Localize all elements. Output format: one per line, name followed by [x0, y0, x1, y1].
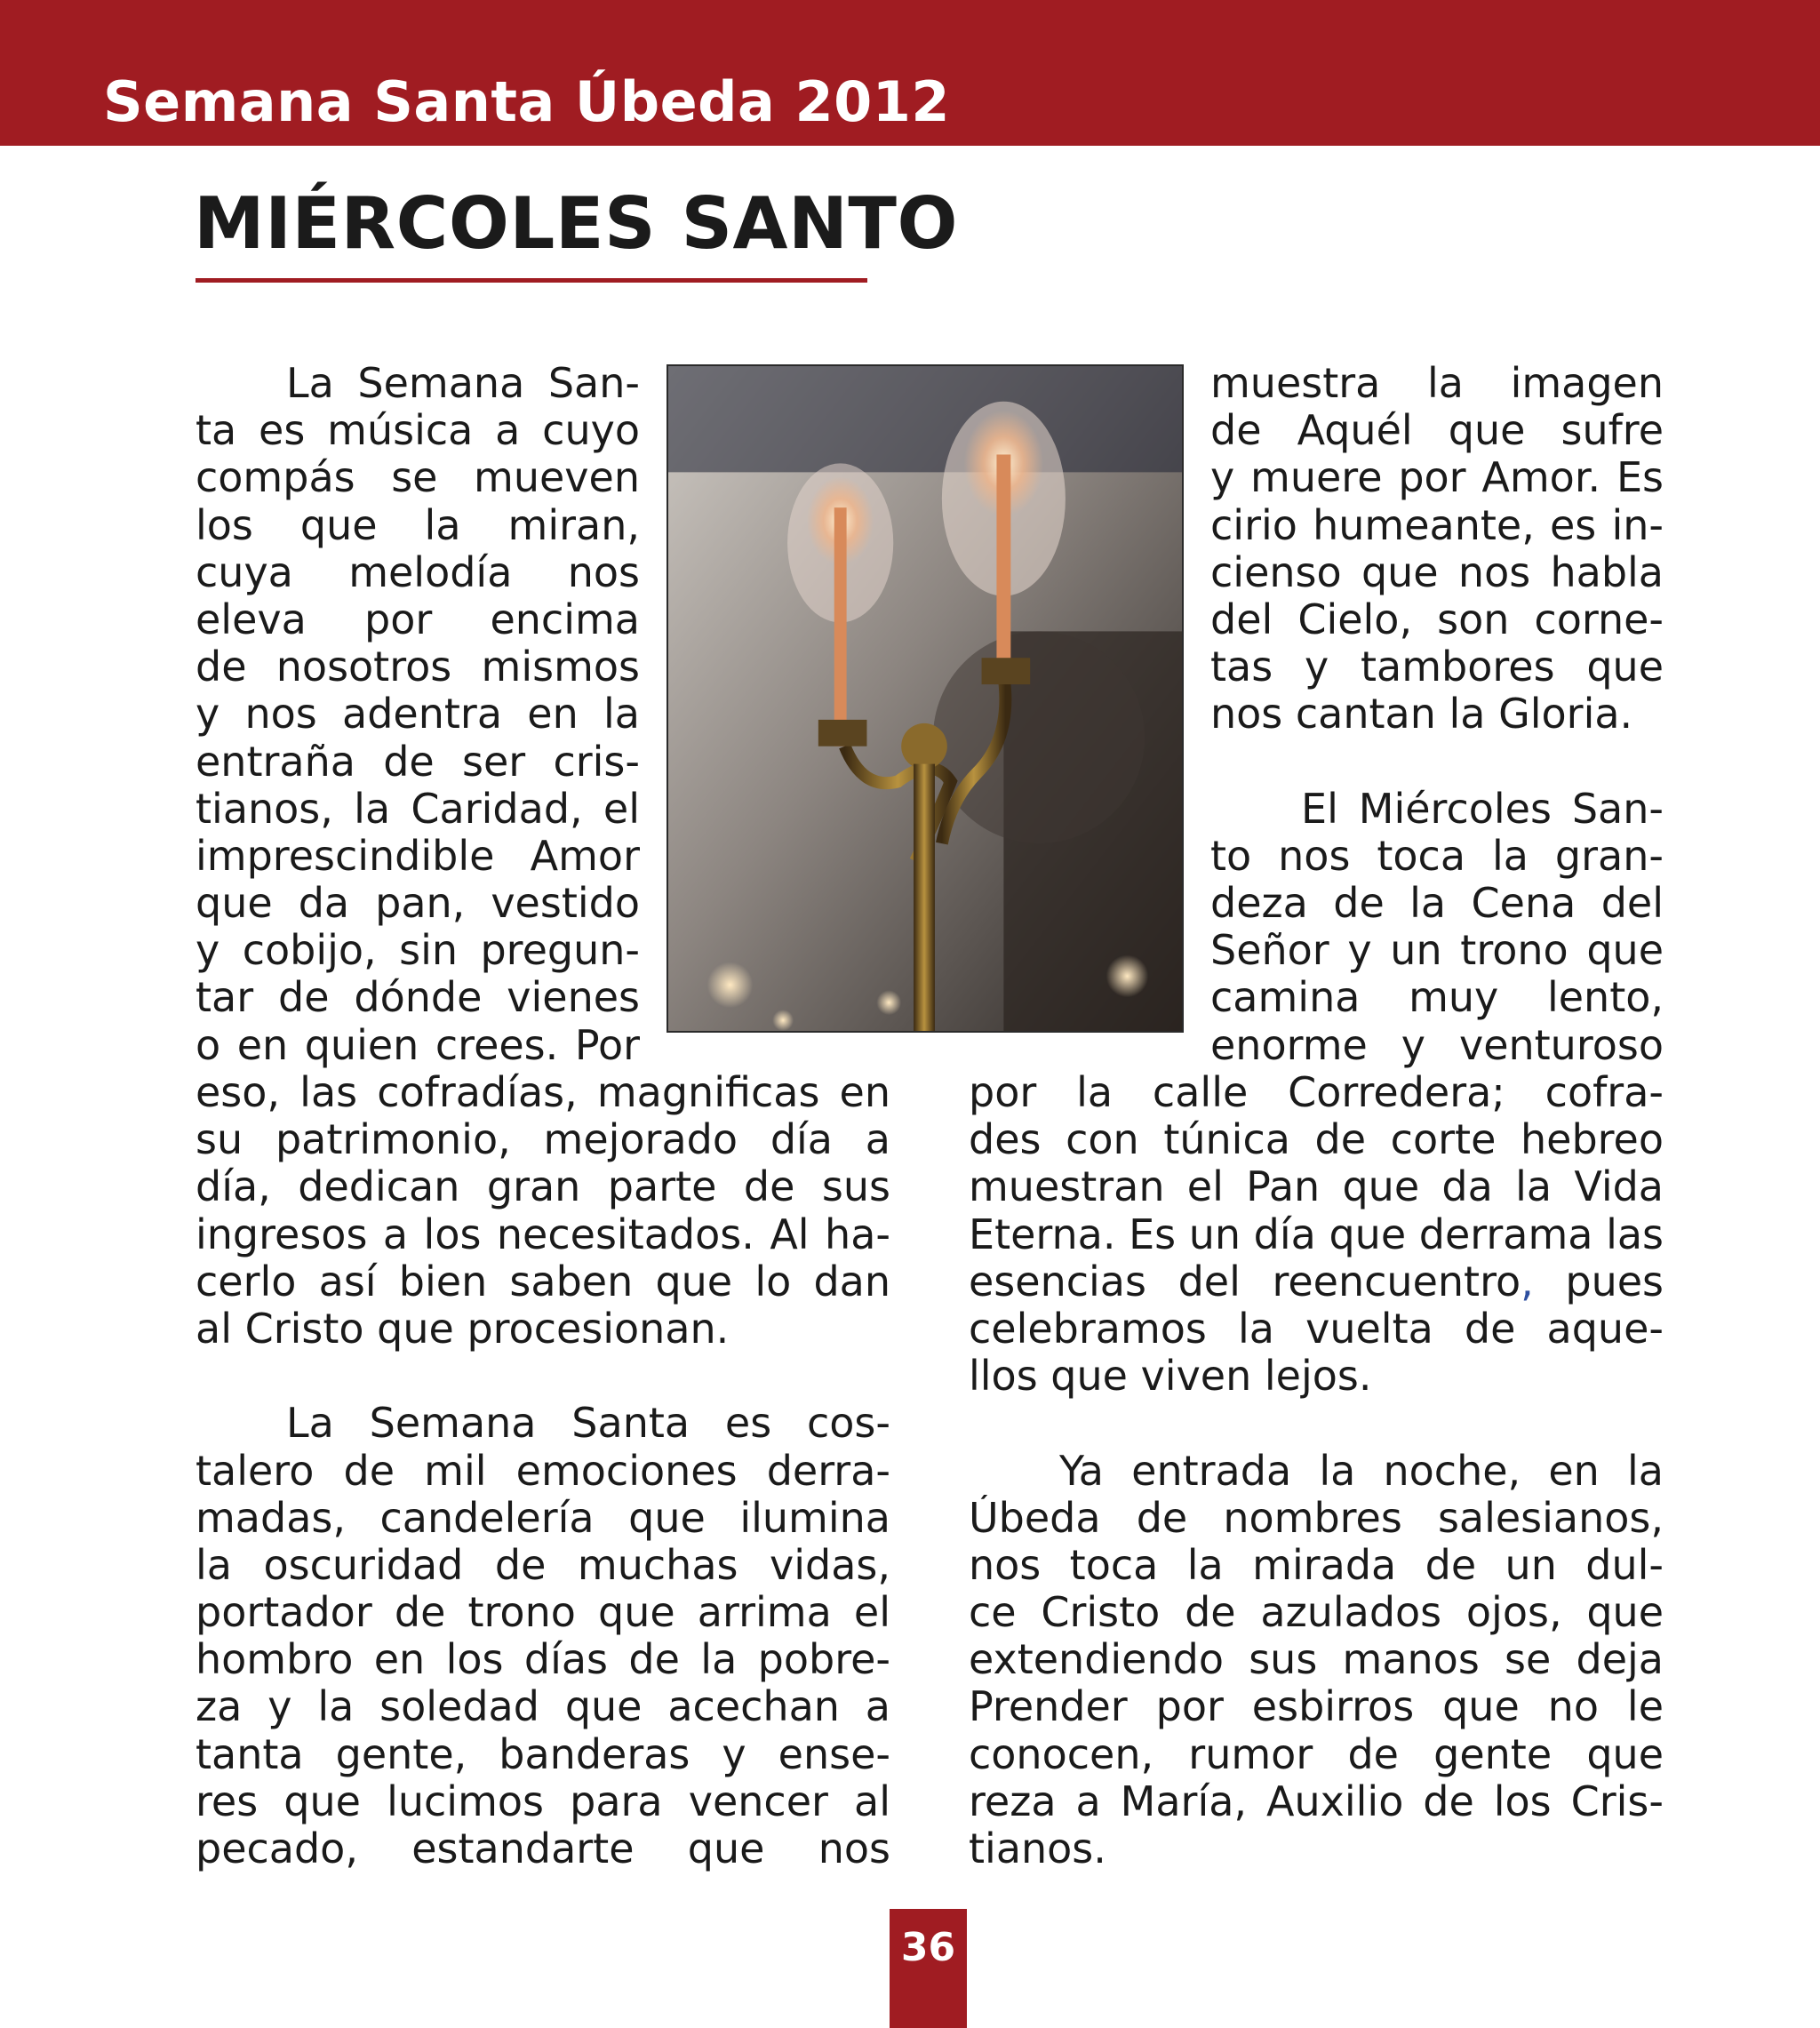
text-line: conocen, rumor de gente que	[969, 1730, 1664, 1778]
paragraph-4	[969, 1448, 1664, 1873]
text-fragment: esencias del reencuentro	[969, 1258, 1521, 1305]
text-line: cirio humeante, es in-	[1210, 501, 1664, 549]
header-title: Semana Santa Úbeda 2012	[103, 69, 951, 134]
text-line: nos toca la mirada de un dul-	[969, 1541, 1664, 1589]
text-line: ce Cristo de azulados ojos, que	[969, 1589, 1664, 1637]
paragraph-3-end	[969, 1069, 1664, 1400]
text-line: Ya entrada la noche, en la	[1059, 1447, 1664, 1495]
text-line: talero de mil emociones derra-	[196, 1447, 890, 1495]
text-line: muestra la imagen	[1210, 360, 1664, 407]
paragraph-3-start	[1210, 786, 1664, 1069]
right-column-top	[1210, 360, 1664, 1069]
title-underline	[196, 278, 867, 283]
text-line: camina muy lento,	[1210, 974, 1664, 1022]
page-number-box	[890, 1909, 967, 2028]
text-line: tianos.	[969, 1825, 1106, 1872]
text-line: madas, candelería que ilumina	[196, 1494, 890, 1542]
text-line: Eterna. Es un día que derrama las	[969, 1210, 1664, 1258]
candelabra-photo	[667, 364, 1184, 1033]
text-line: y nos adentra en la	[196, 691, 640, 739]
text-line: Prender por esbirros que no le	[969, 1683, 1664, 1731]
text-line: al Cristo que procesionan.	[196, 1305, 730, 1353]
text-line: cerlo así bien saben que lo dan	[196, 1258, 890, 1305]
text-line: cuya melodía nos	[196, 548, 640, 596]
text-line: nos cantan la Gloria.	[1210, 691, 1633, 739]
text-line: des con túnica de corte hebreo	[969, 1116, 1664, 1164]
text-line: entraña de ser cris-	[196, 738, 640, 786]
text-line: pecado, estandarte que nos	[196, 1825, 890, 1872]
paragraph-1-end	[196, 1069, 890, 1353]
text-line: de Aquél que sufre	[1210, 407, 1664, 455]
text-fragment: ,	[1521, 1258, 1566, 1305]
text-line: cienso que nos habla	[1210, 548, 1664, 596]
page-title: MIÉRCOLES SANTO	[194, 182, 958, 265]
text-line: la oscuridad de muchas vidas,	[196, 1541, 890, 1589]
text-line: que da pan, vestido	[196, 880, 640, 928]
text-line: La Semana San-	[286, 360, 640, 407]
text-line: eleva por encima	[196, 595, 640, 643]
candelabra-photo-icon	[668, 366, 1182, 1031]
text-line: o en quien crees. Por	[196, 1021, 640, 1069]
text-line: del Cielo, son corne-	[1210, 595, 1664, 643]
text-line: su patrimonio, mejorado día a	[196, 1116, 890, 1164]
text-line: tanta gente, banderas y ense-	[196, 1730, 890, 1778]
text-line: y muere por Amor. Es	[1210, 454, 1664, 502]
text-fragment: pues	[1565, 1258, 1664, 1305]
page-number: 36	[900, 1925, 956, 1970]
text-line: enorme y venturoso	[1210, 1021, 1664, 1069]
text-line: Úbeda de nombres salesianos,	[969, 1494, 1664, 1542]
text-line: tianos, la Caridad, el	[196, 785, 640, 833]
left-column-bottom	[196, 1069, 890, 1872]
text-line: za y la soledad que acechan a	[196, 1683, 890, 1731]
text-line: imprescindible Amor	[196, 832, 640, 880]
text-line: res que lucimos para vencer al	[196, 1777, 890, 1825]
text-line: hombro en los días de la pobre-	[196, 1636, 890, 1684]
text-line: La Semana Santa es cos-	[286, 1400, 890, 1448]
text-line: y cobijo, sin pregun-	[196, 927, 640, 975]
text-line	[969, 1258, 1664, 1305]
text-line: ta es música a cuyo	[196, 407, 640, 455]
right-column-bottom	[969, 1069, 1664, 1872]
text-line: de nosotros mismos	[196, 643, 640, 691]
text-line: compás se mueven	[196, 454, 640, 502]
text-line: portador de trono que arrima el	[196, 1589, 890, 1637]
paragraph-2-end	[1210, 360, 1664, 739]
text-line: deza de la Cena del	[1210, 880, 1664, 928]
paragraph-2	[196, 1400, 890, 1872]
text-line: eso, las cofradías, magnificas en	[196, 1069, 890, 1116]
text-line: El Miércoles San-	[1301, 785, 1664, 833]
left-column-top	[196, 360, 640, 1069]
text-line: to nos toca la gran-	[1210, 832, 1664, 880]
text-line: tar de dónde vienes	[196, 974, 640, 1022]
paragraph-1-start	[196, 360, 640, 1069]
text-line: extendiendo sus manos se deja	[969, 1636, 1664, 1684]
text-line: día, dedican gran parte de sus	[196, 1163, 890, 1211]
text-line: los que la miran,	[196, 501, 640, 549]
text-line: celebramos la vuelta de aque-	[969, 1305, 1664, 1353]
text-line: Señor y un trono que	[1210, 927, 1664, 975]
text-line: muestran el Pan que da la Vida	[969, 1163, 1664, 1211]
text-line: llos que viven lejos.	[969, 1353, 1372, 1401]
text-line: tas y tambores que	[1210, 643, 1664, 691]
text-line: ingresos a los necesitados. Al ha-	[196, 1210, 890, 1258]
text-line: reza a María, Auxilio de los Cris-	[969, 1777, 1664, 1825]
text-line: por la calle Corredera; cofra-	[969, 1069, 1664, 1116]
